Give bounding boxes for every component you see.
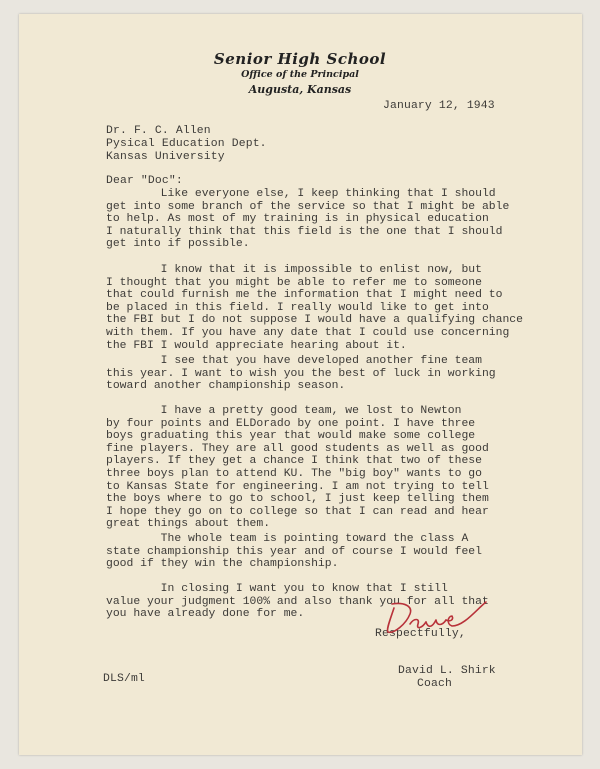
body-line: I know that it is impossible to enlist now, but — [106, 264, 482, 276]
recipient-university: Kansas University — [106, 151, 225, 163]
recipient-name: Dr. F. C. Allen — [106, 125, 211, 137]
body-line: state championship this year and of course I would feel — [106, 545, 482, 558]
body-line: I have a pretty good team, we lost to Newton — [106, 405, 462, 417]
body-line: fine players. They are all good students as well as good — [106, 442, 489, 455]
letter-date: January 12, 1943 — [383, 100, 495, 112]
body-paragraph — [106, 264, 523, 352]
body-line: to help. As most of my training is in physical education — [106, 213, 489, 226]
body-line: get into some branch of the service so that I might be able — [106, 200, 510, 213]
closing: Respectfully, — [375, 628, 466, 640]
body-line: three boys plan to attend KU. The "big boy" wants to go — [106, 467, 482, 480]
body-line: the FBI but I do not suppose I would have a qualifying chance — [106, 314, 523, 327]
body-line: I hope they go on to college so that I can read and hear — [106, 505, 489, 518]
letterhead-office: Office of the Principal — [241, 69, 359, 80]
reference-initials: DLS/ml — [103, 673, 145, 685]
body-line: I naturally think that this field is the one that I should — [106, 225, 503, 238]
body-paragraph — [106, 533, 516, 571]
body-line: great things about them. — [106, 518, 271, 531]
letterhead-school: Senior High School — [213, 50, 387, 68]
body-line: to Kansas State for engineering. I am not trying to tell — [106, 480, 489, 493]
signer-name: David L. Shirk — [398, 665, 496, 677]
body-line: The whole team is pointing toward the class A — [106, 533, 469, 545]
body-line: this year. I want to wish you the best of luck in working — [106, 367, 496, 380]
body-line: get into if possible. — [106, 238, 250, 251]
signer-title: Coach — [417, 678, 452, 690]
body-line: I thought that you might be able to refer me to someone — [106, 276, 482, 289]
body-line: players. If they get a chance I think that two of these — [106, 455, 482, 468]
signature — [380, 590, 490, 638]
body-paragraph — [106, 355, 516, 393]
body-line: good if they win the championship. — [106, 558, 339, 571]
body-line: that could furnish me the information that I might need to — [106, 289, 503, 302]
body-line: I see that you have developed another fine team — [106, 355, 482, 367]
salutation: Dear "Doc": — [106, 175, 183, 187]
body-line: In closing I want you to know that I still — [106, 583, 448, 595]
recipient-dept: Pysical Education Dept. — [106, 138, 267, 150]
body-line: the FBI I would appreciate hearing about it. — [106, 339, 407, 352]
body-line: toward another championship season. — [106, 380, 346, 393]
body-line: Like everyone else, I keep thinking that I should — [106, 188, 496, 200]
body-line: by four points and ELDorado by one point. I have three — [106, 417, 476, 430]
body-line: boys graduating this year that would make some college — [106, 430, 476, 443]
body-line: you have already done for me. — [106, 608, 305, 621]
body-line: the boys where to go to school, I just keep telling them — [106, 493, 489, 506]
body-line: be placed in this field. I really would like to get into — [106, 301, 489, 314]
body-paragraph — [106, 188, 516, 251]
body-line: with them. If you have any date that I could use concerning — [106, 326, 510, 339]
body-paragraph — [106, 405, 516, 531]
letterhead-city: Augusta, Kansas — [248, 83, 352, 96]
body-line: value your judgment 100% and also thank you for all that — [106, 595, 489, 608]
